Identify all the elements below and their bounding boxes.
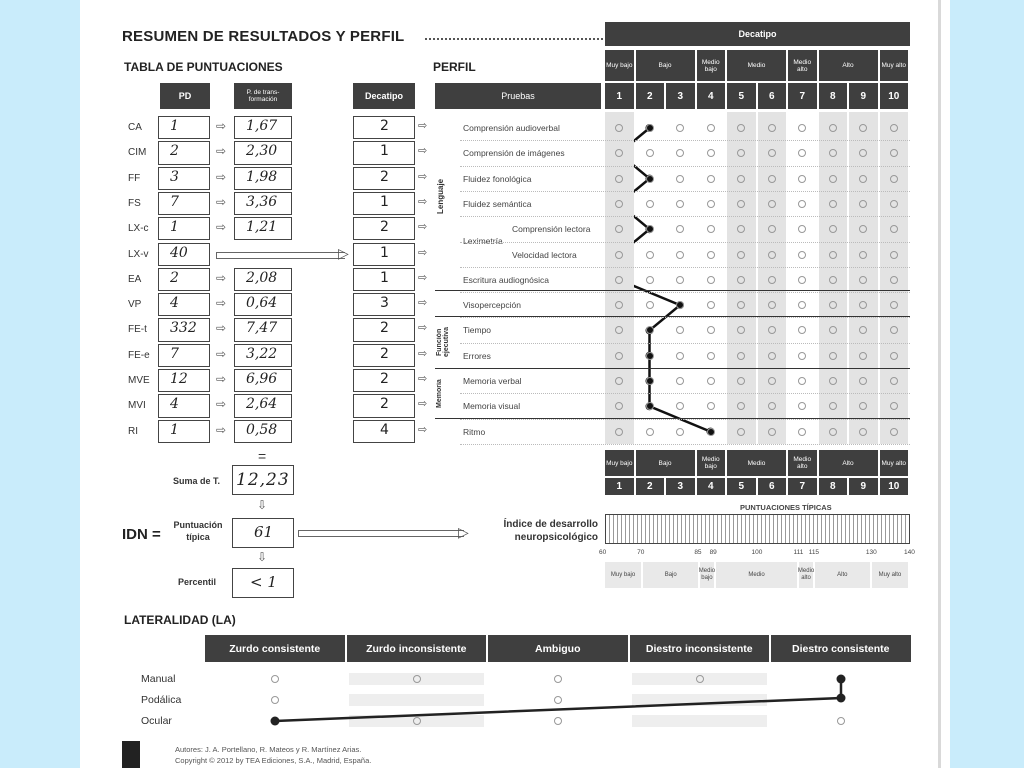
category-cell: Bajo [636,50,695,81]
arrow-right-icon: ⇨ [418,423,428,436]
test-name-label: Fluidez semántica [463,198,532,209]
transform-value: 6,96 [246,371,278,387]
group-lenguaje: Lenguaje [436,178,445,214]
test-name-label: Memoria verbal [463,376,522,386]
decatipo-value: 2 [380,219,389,236]
group-memoria: Memoria [436,379,443,409]
test-name-label: Errores [463,350,491,361]
category-cell: Alto [819,450,878,476]
arrow-right-icon: ⇨ [216,296,227,311]
pd-value: 40 [170,244,188,261]
pd-value: 1 [170,219,179,236]
pruebas-header: Pruebas [435,83,601,109]
test-name-label: Comprensión de imágenes [463,148,565,159]
test-name-label: Tiempo [463,325,492,336]
arrow-right-icon: ⇨ [216,346,227,361]
pd-value: 2 [170,269,179,286]
pd-value: 7 [170,193,179,210]
decatipo-number: 5 [727,83,756,109]
pd-value: 332 [170,320,197,337]
test-code-label: MVI [128,400,146,412]
arrow-right-icon: ⇨ [216,397,227,412]
decatipo-value: 2 [380,345,389,362]
decatipo-value: 2 [380,168,389,185]
arrow-right-icon: ⇨ [216,270,227,285]
decatipo-number: 1 [605,478,634,495]
index-label: Índice de desarrollo neuropsicológico [503,519,598,543]
laterality-column-header: Ambiguo [488,635,628,662]
laterality-column-header: Zurdo inconsistente [347,635,487,662]
arrow-right-icon: ⇨ [418,347,428,360]
test-code-label: RI [128,425,138,437]
decatipo-number: 10 [880,83,909,109]
suma-value: 12,23 [236,470,290,490]
typical-band: Muy alto [872,562,908,588]
tick-label: 115 [808,549,820,556]
decatipo-number: 7 [788,478,817,495]
transform-value: 0,58 [246,421,278,438]
arrow-down-icon: ⇩ [257,498,268,512]
test-name-label: Comprensión lectora [512,224,591,235]
category-cell: Medio alto [788,50,817,81]
arrow-down-icon: ⇩ [257,550,268,564]
typical-band: Medio [716,562,798,588]
page-title: RESUMEN DE RESULTADOS Y PERFIL [122,28,405,45]
test-code-label: FE-e [128,349,150,361]
category-cell: Muy alto [880,450,909,476]
arrow-right-icon: ⇨ [418,145,428,158]
category-cell: Medio alto [788,450,817,476]
category-cell: Alto [819,50,878,81]
decatipo-number: 8 [819,478,848,495]
test-code-label: CA [128,122,142,133]
decatipo-value: 2 [380,371,389,387]
test-code-label: EA [128,273,142,285]
transform-value: 1,98 [246,168,278,185]
percentil-value: < 1 [250,573,277,591]
decatipo-number: 3 [666,83,695,109]
transform-value: 3,22 [246,345,278,362]
decatipo-value: 1 [380,143,389,160]
arrow-right-icon: ⇨ [418,246,428,259]
decatipo-value: 1 [380,193,389,210]
category-cell: Bajo [636,450,695,476]
arrow-right-icon: ⇨ [418,195,428,208]
test-code-label: MVE [128,375,150,386]
tick-label: 70 [637,549,645,556]
pd-value: 2 [170,143,179,160]
laterality-row-label: Manual [141,673,176,685]
transform-value: 1,21 [246,219,278,236]
test-name-label: Fluidez fonológica [463,173,532,184]
profile-title: PERFIL [433,60,476,74]
decatipo-value: 4 [380,421,389,438]
decatipo-number: 9 [849,83,878,109]
arrow-right-icon: ⇨ [216,321,227,336]
test-name-label: Escritura audiognósica [463,274,549,285]
arrow-right-icon: ⇨ [216,119,227,133]
test-code-label: CIM [128,147,147,159]
percentil-label: Percentil [178,577,217,587]
decatipo-value: 3 [380,295,389,312]
decatipo-number: 6 [758,83,787,109]
footer-copyright: Copyright © 2012 by TEA Ediciones, S.A., Madrid, España. [175,756,372,765]
pd-value: 4 [170,396,179,413]
typical-title: PUNTUACIONES TÍPICAS [740,503,832,512]
laterality-column-header: Diestro consistente [771,635,911,662]
category-cell: Medio [727,50,786,81]
transform-header: P. de trans-formación [234,83,292,109]
test-code-label: VP [128,299,142,311]
decatipo-value: 1 [380,269,389,286]
tick-label: 60 [599,549,607,556]
pd-value: 3 [170,168,179,185]
decatipo-number: 2 [636,478,665,495]
typical-band: Alto [815,562,870,588]
decatipo-number: 4 [697,478,726,495]
pd-value: 4 [170,295,179,312]
transform-value: 2,64 [246,396,278,413]
tipica-label: Puntuación típica [173,520,223,542]
decatipo-number: 1 [605,83,634,109]
decatipo-value: 2 [380,320,389,337]
laterality-point [271,717,280,726]
arrow-right-icon: ⇨ [216,169,227,184]
tick-label: 111 [793,549,804,556]
transform-value: 3,36 [246,193,278,210]
decatipo-number: 3 [666,478,695,495]
arrow-right-icon: ⇨ [216,194,227,209]
typical-band: Medio bajo [700,562,713,588]
pd-value: 1 [170,421,179,438]
laterality-polyline [275,679,841,721]
decatipo-number: 5 [727,478,756,495]
tick-label: 100 [751,549,763,556]
arrow-right-icon: ⇨ [418,120,428,132]
arrow-right-icon: ⇨ [418,322,428,335]
test-code-label: LX-v [128,248,149,260]
transform-value: 0,64 [246,295,278,312]
tick-label: 130 [865,549,877,556]
arrow-right-icon: ▷ [458,524,469,540]
pd-value: 7 [170,345,179,362]
test-code-label: FF [128,172,141,184]
footer-authors: Autores: J. A. Portellano, R. Mateos y R. Martínez Arias. [175,745,362,754]
test-code-label: FS [128,197,141,209]
decatipo-bar: Decatipo [605,22,910,46]
decatipo-number: 2 [636,83,665,109]
test-name-label: Visopercepción [463,300,521,311]
decatipo-number: 7 [788,83,817,109]
category-cell: Muy alto [880,50,909,81]
equals-sign: = [258,448,267,464]
laterality-point [837,694,846,703]
category-cell: Muy bajo [605,450,634,476]
transform-value: 2,08 [246,269,278,286]
laterality-row-label: Podálica [141,694,182,706]
decatipo-number: 10 [880,478,909,495]
pd-header: PD [160,83,210,109]
decatipo-number: 8 [819,83,848,109]
typical-band: Medio alto [799,562,812,588]
suma-label: Suma de T. [173,476,221,486]
test-name-label: Comprensión audioverbal [463,123,560,133]
test-code-label: FE-t [128,324,147,336]
decatipo-number: 4 [697,83,726,109]
arrow-right-icon: ⇨ [418,221,428,234]
tick-label: 140 [904,549,915,556]
decatipo-value: 1 [380,244,389,261]
arrow-right-icon: ⇨ [418,170,428,183]
decatipo-header: Decatipo [353,83,415,109]
test-name-label: Ritmo [463,426,486,437]
pd-value: 12 [170,371,188,387]
test-name-label: Velocidad lectora [512,249,577,260]
idn-label: IDN = [122,526,161,543]
arrow-right-icon: ⇨ [216,422,227,437]
scores-table-title: TABLA DE PUNTUACIONES [124,60,283,74]
decatipo-number: 6 [758,478,787,495]
decatipo-value: 2 [380,118,389,134]
typical-band: Muy bajo [605,562,641,588]
laterality-column-header: Diestro inconsistente [630,635,770,662]
group-funcion: Función ejecutiva [436,327,450,357]
category-cell: Medio bajo [697,50,726,81]
arrow-right-icon: ⇨ [418,398,428,411]
laterality-column-header: Zurdo consistente [205,635,345,662]
test-name-label: Memoria visual [463,401,521,412]
arrow-right-icon: ⇨ [216,220,227,235]
typical-band: Bajo [643,562,698,588]
arrow-right-icon: ⇨ [216,144,227,159]
arrow-right-icon: ⇨ [418,297,428,310]
tick-label: 89 [709,549,717,556]
laterality-point [837,675,846,684]
arrow-right-icon: ⇨ [418,271,428,284]
decatipo-value: 2 [380,396,389,413]
arrow-right-icon: ▷ [338,244,349,261]
decatipo-number: 9 [849,478,878,495]
category-cell: Medio bajo [697,450,726,476]
transform-value: 7,47 [246,320,278,337]
arrow-right-icon: ⇨ [216,372,227,386]
laterality-row-label: Ocular [141,715,172,727]
tick-label: 85 [694,549,702,556]
leximetria-label: Leximetría [463,236,503,246]
arrow-right-icon: ⇨ [418,373,428,385]
transform-value: 2,30 [246,143,278,160]
category-cell: Medio [727,450,786,476]
laterality-title: LATERALIDAD (LA) [124,613,236,627]
pd-value: 1 [170,118,179,134]
category-cell: Muy bajo [605,50,634,81]
test-code-label: LX-c [128,223,149,235]
tipica-value: 61 [254,523,274,541]
transform-value: 1,67 [246,118,278,134]
